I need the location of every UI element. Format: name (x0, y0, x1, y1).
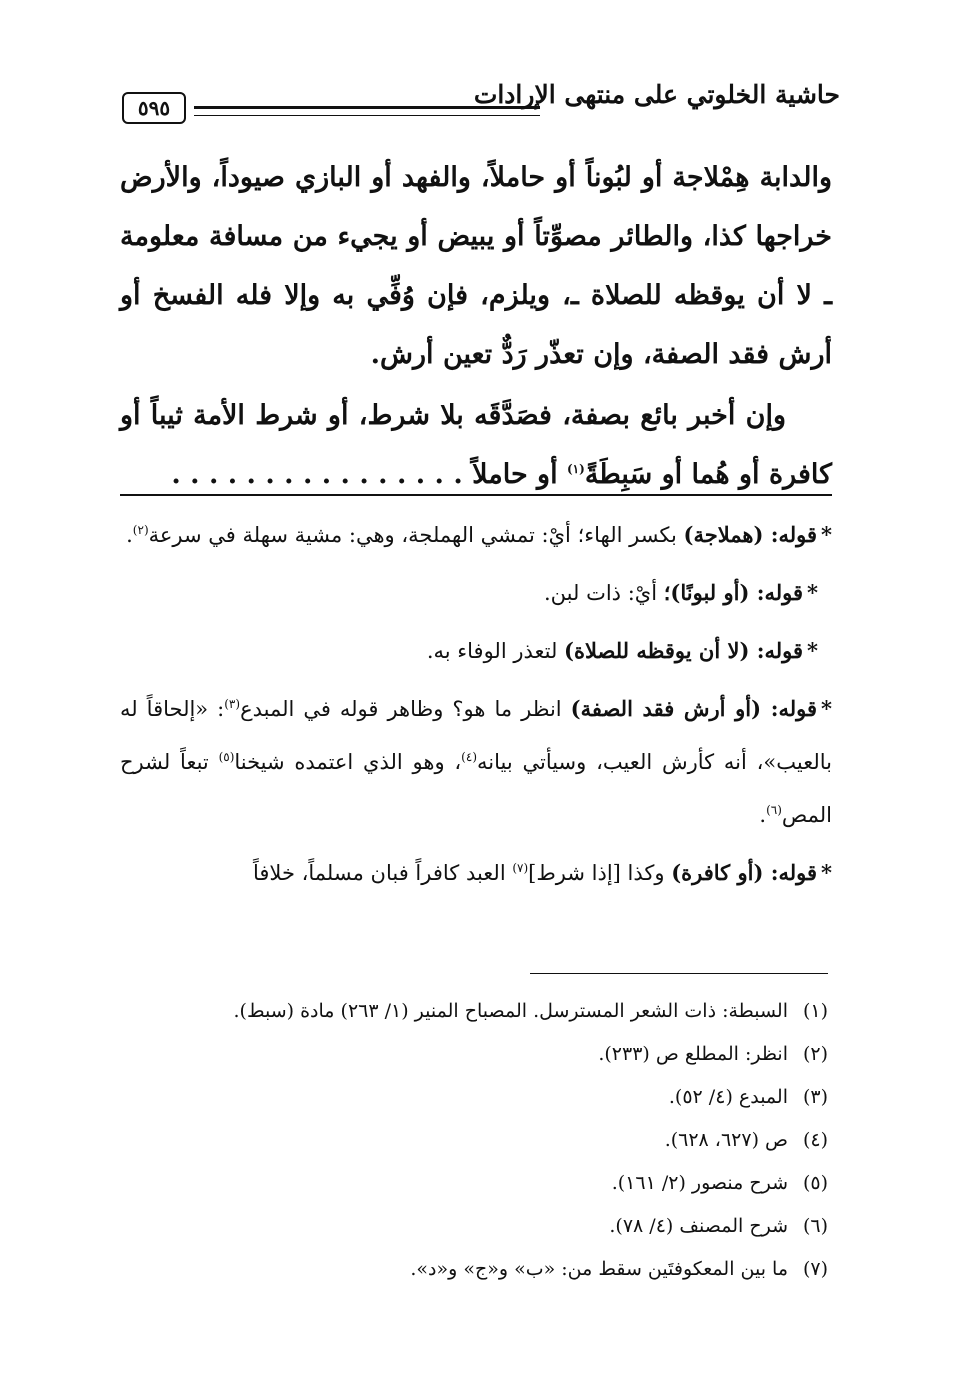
footnote-ref-2[interactable]: (٢) (132, 523, 149, 537)
lemma: قوله: (أو لبونًا)؛ (663, 580, 804, 605)
running-title: حاشية الخلوتي على منتهى الإرادات (473, 80, 840, 109)
commentary-entry-hamlaja (120, 508, 832, 562)
footnote (120, 1248, 828, 1291)
star-marker: * (821, 696, 832, 721)
lemma: قوله: (هملاجة) (683, 522, 818, 547)
footnote (120, 1076, 828, 1119)
commentary-text: انظر ما هو؟ وظاهر قوله في المبدع (240, 697, 571, 721)
commentary-text: : «إلحاقاً له بالعيب»، أنه كأرش العيب، وسيأتي بيانه (120, 697, 832, 774)
footnote-text: شرح المصنف (٤/ ٧٨). (609, 1215, 788, 1237)
main-paragraph-2 (120, 386, 832, 504)
commentary-entry-salat (120, 624, 832, 678)
commentary-entry-arsh (120, 682, 832, 842)
footnote-ref-6[interactable]: (٦) (766, 803, 782, 817)
star-marker: * (821, 860, 832, 885)
footnote-text: السبطة: ذات الشعر المسترسل. المصباح المنير (١/ ٢٦٣) مادة (سبط). (233, 1000, 788, 1022)
star-marker: * (807, 638, 818, 663)
commentary-text: بكسر الهاء؛ أيْ: تمشي الهملجة، وهي: مشية سهلة في سرعة (148, 523, 684, 547)
footnote (120, 1033, 828, 1076)
footnote-number: (١) (802, 1000, 828, 1022)
footnote-number: (٢) (802, 1043, 828, 1065)
footnote-ref-4[interactable]: (٤) (461, 750, 477, 764)
commentary-entry-labun (120, 566, 832, 620)
main-text-separator (120, 494, 832, 496)
lemma: قوله: (لا أن يوقظه للصلاة) (564, 638, 804, 663)
footnote-separator (530, 973, 828, 974)
footnote-ref-1[interactable]: (١) (566, 462, 585, 476)
footnote (120, 990, 828, 1033)
star-marker: * (821, 522, 832, 547)
footnote-ref-7[interactable]: (٧) (512, 861, 529, 875)
main-paragraph-2-text: وإن أخبر بائع بصفة، فصَدَّقَه بلا شرط، أو شرط الأمة ثيباً أو كافرة أو هُما أو سَبِطَةً (120, 400, 832, 490)
footnote-number: (٦) (802, 1215, 828, 1237)
footnote-text: ص (٦٢٧، ٦٢٨). (664, 1129, 788, 1151)
commentary-text: العبد كافراً فبان مسلماً، خلافاً (252, 861, 513, 885)
page-number: ٥٩٥ (122, 92, 186, 124)
commentary-entry-kafira (120, 846, 832, 900)
main-text (120, 148, 832, 504)
commentary-punct: . (126, 523, 133, 547)
footnote-number: (٤) (802, 1129, 828, 1151)
footnote-number: (٧) (802, 1258, 828, 1280)
header-rule (194, 106, 540, 116)
commentary-text: أيْ: ذات لبن. (544, 581, 664, 605)
continuation-dots: . . . . . . . . . . . . . . . . (171, 459, 473, 490)
main-paragraph-2-end: أو حاملاً (472, 459, 567, 490)
page-header (122, 78, 840, 122)
footnote-text: انظر: المطلع ص (٢٣٣). (598, 1043, 788, 1065)
lemma: قوله: (أو أرش فقد الصفة) (570, 696, 818, 721)
footnote-ref-3[interactable]: (٣) (224, 697, 241, 711)
commentary-text: وكذا [إذا شرط] (528, 861, 672, 885)
footnote (120, 1205, 828, 1248)
commentary-text: تبعاً لشرح المص (120, 750, 832, 827)
commentary-text: لتعذر الوفاء به. (426, 639, 565, 663)
footnote-number: (٣) (802, 1086, 828, 1108)
footnote-text: المبدع (٤/ ٥٢). (668, 1086, 788, 1108)
footnote (120, 1119, 828, 1162)
star-marker: * (807, 580, 818, 605)
main-paragraph-1: والدابة هِمْلاجة أو لبُوناً أو حاملاً، والفهد أو البازي صيوداً، والأرض خراجها كذا، والطائر مصوِّتاً أو يبيض أو يجيء من مسافة معلومة ـ لا أن يوقظه للصلاة ـ، ويلزم، فإن وُفِّي به وإلا فله الفسخ أو أرش فقد الصفة، وإن تعذّر رَدٌّ تعين أرش. (120, 162, 832, 370)
commentary-punct: . (759, 803, 767, 827)
footnote-ref-5[interactable]: (٥) (218, 750, 235, 764)
footnote-number: (٥) (802, 1172, 828, 1194)
footnotes (120, 990, 828, 1291)
commentary-text: ، وهو الذي اعتمده شيخنا (234, 750, 462, 774)
footnote-text: شرح منصور (٢/ ١٦١). (611, 1172, 788, 1194)
footnote-text: ما بين المعكوفتَين سقط من: «ب» و«ج» و«د». (410, 1258, 788, 1280)
lemma: قوله: (أو كافرة) (671, 860, 818, 885)
footnote (120, 1162, 828, 1205)
commentary (120, 508, 832, 904)
